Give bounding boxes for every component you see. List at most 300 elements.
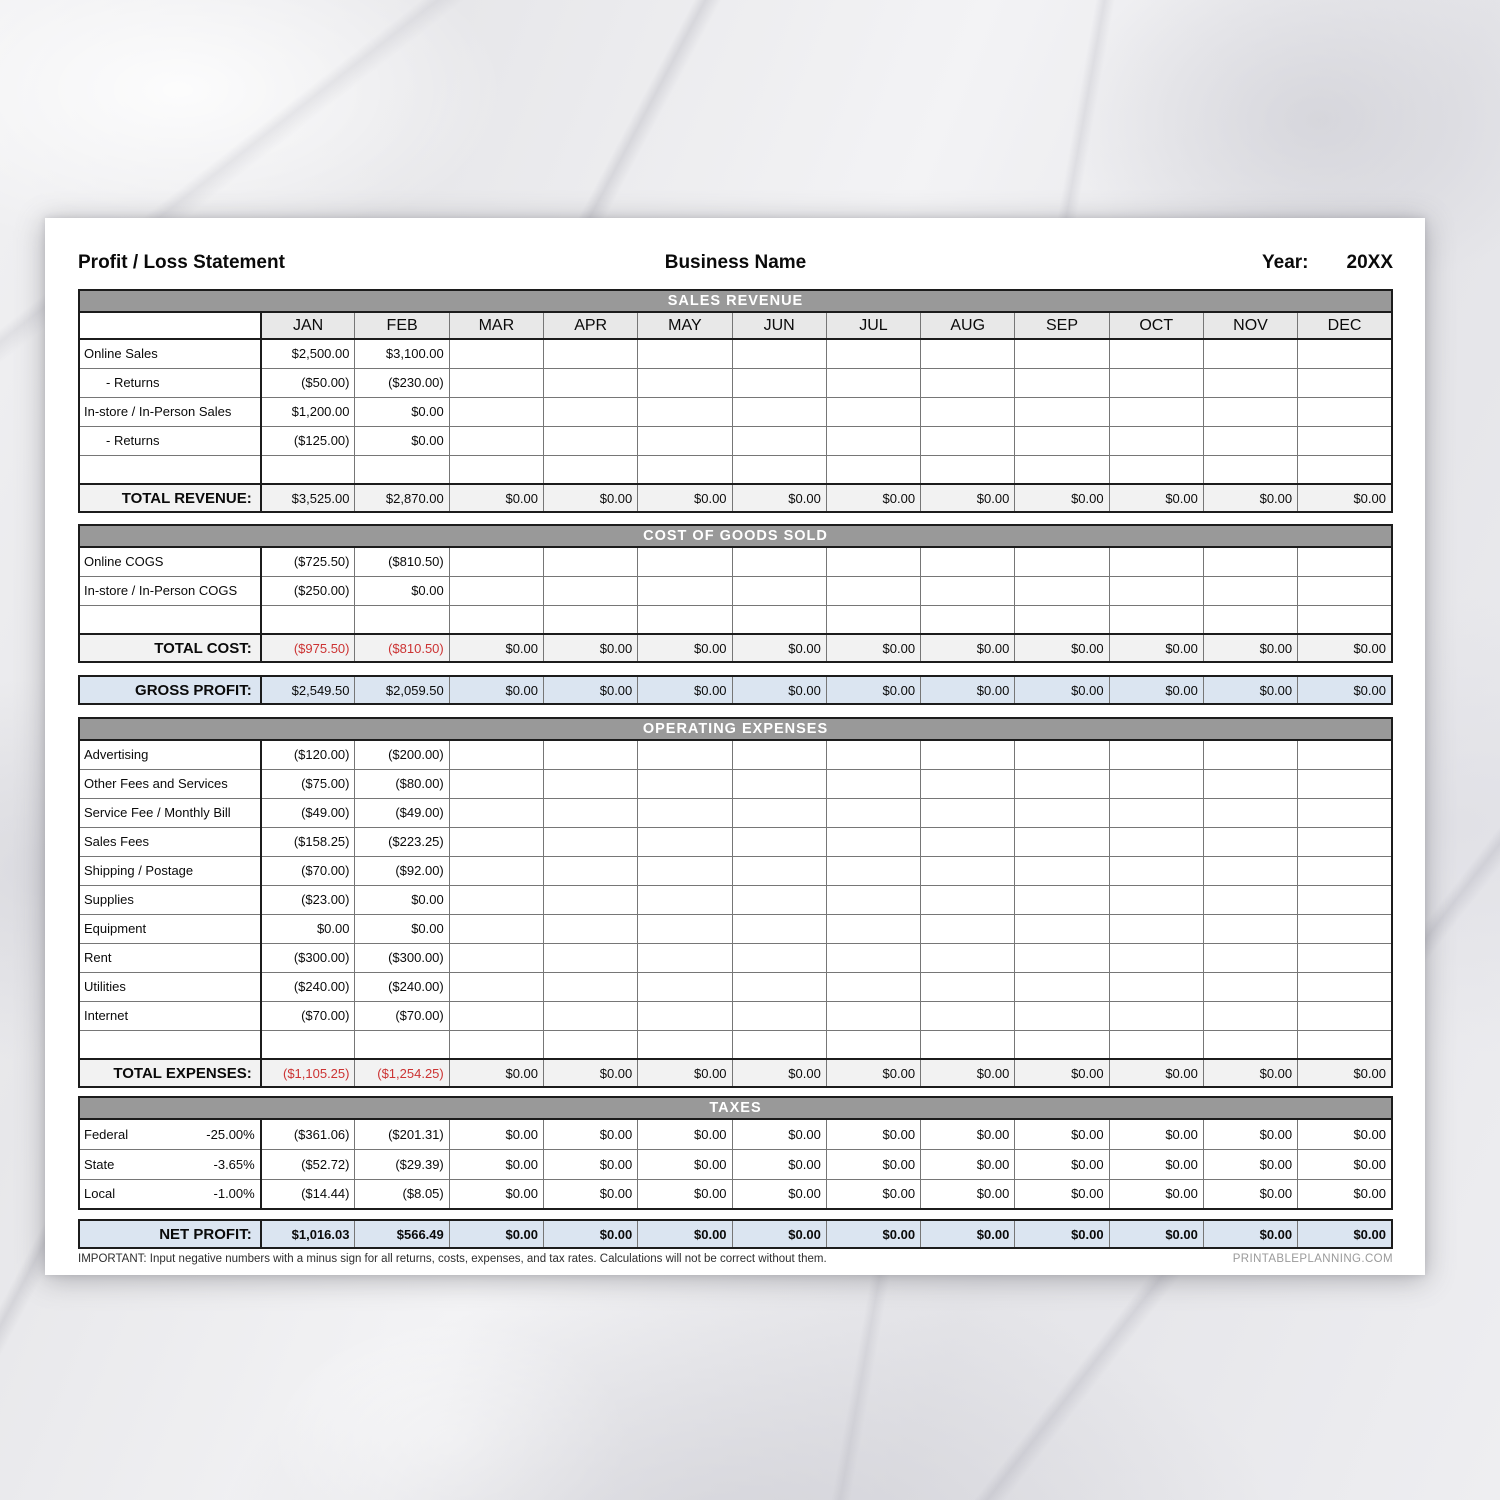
cell-value [826,397,920,426]
total-value: $0.00 [921,1059,1015,1087]
total-value: $0.00 [544,634,638,662]
cell-value [732,576,826,605]
row-label [79,1149,261,1179]
cell-value: $0.00 [449,1149,543,1179]
cell-value: $0.00 [826,1119,920,1149]
cell-value [1015,798,1109,827]
cell-value [826,943,920,972]
cell-value [544,885,638,914]
cell-value: $0.00 [1298,1149,1392,1179]
table-row [79,397,1392,426]
table-row [79,1001,1392,1030]
year-field [806,252,1393,274]
cell-value [732,1001,826,1030]
month-column-header: DEC [1298,312,1392,339]
cell-value: $0.00 [1015,1149,1109,1179]
cell-value [1203,914,1297,943]
total-label: TOTAL COST: [79,634,261,662]
cell-value [449,547,543,576]
cell-value: $0.00 [1203,1179,1297,1209]
cell-value: $0.00 [1015,1119,1109,1149]
cell-value [638,397,732,426]
total-value: $0.00 [826,484,920,512]
summary-value: $0.00 [544,676,638,704]
row-label: Rent [79,943,261,972]
cell-value: ($49.00) [355,798,449,827]
cell-value: $0.00 [1203,1149,1297,1179]
cell-value [1203,740,1297,769]
cell-value [355,455,449,484]
cell-value [638,368,732,397]
block-taxes [78,1096,1393,1210]
cell-value [1298,914,1392,943]
cell-value: $0.00 [544,1179,638,1209]
summary-value: $0.00 [1109,676,1203,704]
table-row [79,827,1392,856]
cell-value [1015,368,1109,397]
total-value: $0.00 [449,1059,543,1087]
cell-value [826,455,920,484]
cell-value [1298,605,1392,634]
cell-value [826,426,920,455]
cell-value [921,914,1015,943]
cell-value [1203,547,1297,576]
cell-value: ($70.00) [261,856,355,885]
cell-value [449,1001,543,1030]
cell-value [732,368,826,397]
cell-value: $0.00 [732,1119,826,1149]
cell-value [732,547,826,576]
year-value: 20XX [1346,252,1393,273]
cell-value [826,885,920,914]
cell-value [638,1030,732,1059]
cell-value: ($300.00) [355,943,449,972]
summary-value: $2,549.50 [261,676,355,704]
block-cogs [78,524,1393,663]
total-value: $0.00 [1203,1059,1297,1087]
cell-value [732,426,826,455]
table-row [79,885,1392,914]
cell-value [1015,605,1109,634]
cell-value [1298,798,1392,827]
cell-value [638,827,732,856]
cell-value [732,914,826,943]
cell-value [1203,769,1297,798]
cell-value [544,798,638,827]
tax-name: State [84,1156,115,1172]
cell-value [544,426,638,455]
table-row [79,740,1392,769]
row-label: In-store / In-Person Sales [79,397,261,426]
cell-value [921,576,1015,605]
table-row [79,1119,1392,1149]
cell-value [921,1001,1015,1030]
cell-value [921,547,1015,576]
cell-value: ($200.00) [355,740,449,769]
cell-value [544,972,638,1001]
summary-value: $566.49 [355,1220,449,1248]
cell-value: $0.00 [355,885,449,914]
cell-value [544,339,638,368]
summary-value: $0.00 [1109,1220,1203,1248]
cell-value [638,455,732,484]
cell-value: $0.00 [921,1179,1015,1209]
cell-value [1015,455,1109,484]
cell-value: ($125.00) [261,426,355,455]
tax-rate: -25.00% [206,1126,255,1142]
row-label: Utilities [79,972,261,1001]
row-label: In-store / In-Person COGS [79,576,261,605]
cell-value: $0.00 [826,1149,920,1179]
cell-value [732,769,826,798]
summary-row [79,1220,1392,1248]
total-value: $0.00 [638,634,732,662]
cell-value [449,885,543,914]
summary-value: $0.00 [544,1220,638,1248]
summary-value: $0.00 [638,676,732,704]
cell-value [1109,885,1203,914]
cell-value [449,798,543,827]
cell-value [449,426,543,455]
cell-value: ($361.06) [261,1119,355,1149]
cell-value [1109,368,1203,397]
document-footer [78,1253,1393,1265]
cell-value [921,972,1015,1001]
cell-value [1298,972,1392,1001]
cell-value [1109,943,1203,972]
cell-value [1203,972,1297,1001]
table-row [79,1179,1392,1209]
tax-label-wrap [84,1127,255,1142]
month-column-header: SEP [1015,312,1109,339]
total-value: $0.00 [732,1059,826,1087]
month-column-header: JUN [732,312,826,339]
cell-value [449,914,543,943]
row-label: - Returns [79,426,261,455]
cell-value [1015,1001,1109,1030]
total-value: $0.00 [1109,1059,1203,1087]
table-row [79,972,1392,1001]
cell-value: $0.00 [1109,1179,1203,1209]
cell-value [544,1030,638,1059]
cell-value [449,827,543,856]
profit-loss-statement [78,289,1393,1249]
cell-value [544,943,638,972]
cell-value [1203,605,1297,634]
cell-value [544,368,638,397]
summary-label: NET PROFIT: [79,1220,261,1248]
cell-value [1109,339,1203,368]
cell-value [1109,1001,1203,1030]
cell-value: $0.00 [544,1119,638,1149]
document-page [45,218,1425,1275]
table-row [79,368,1392,397]
cell-value [1203,339,1297,368]
total-value: $0.00 [1203,634,1297,662]
summary-value: $0.00 [921,676,1015,704]
block-gross_profit [78,675,1393,705]
total-value: $0.00 [544,484,638,512]
total-value: $0.00 [921,634,1015,662]
total-value: $0.00 [449,634,543,662]
cell-value: $0.00 [261,914,355,943]
cell-value [1109,605,1203,634]
summary-value: $0.00 [449,676,543,704]
section-header: SALES REVENUE [79,290,1392,312]
table-row [79,426,1392,455]
total-label: TOTAL REVENUE: [79,484,261,512]
row-label: - Returns [79,368,261,397]
block-operating_expenses [78,717,1393,1088]
cell-value [1015,856,1109,885]
summary-value: $0.00 [449,1220,543,1248]
summary-value: $0.00 [1203,1220,1297,1248]
cell-value [1109,769,1203,798]
cell-value [449,397,543,426]
cell-value [826,1001,920,1030]
section-band-row [79,1097,1392,1119]
cell-value: $0.00 [1203,1119,1297,1149]
row-label: Online Sales [79,339,261,368]
cell-value [1109,798,1203,827]
table-row [79,1030,1392,1059]
cell-value [826,740,920,769]
cell-value [638,769,732,798]
section-header: TAXES [79,1097,1392,1119]
cell-value [732,339,826,368]
month-column-header: OCT [1109,312,1203,339]
cell-value [1203,885,1297,914]
cell-value: $0.00 [638,1179,732,1209]
cell-value [449,769,543,798]
total-value: $0.00 [1298,484,1392,512]
cell-value [1203,368,1297,397]
cell-value [544,605,638,634]
cell-value [1015,885,1109,914]
cell-value [1015,943,1109,972]
cell-value [921,1030,1015,1059]
cell-value: $0.00 [1015,1179,1109,1209]
cell-value: ($80.00) [355,769,449,798]
total-value: $0.00 [1015,634,1109,662]
cell-value: ($75.00) [261,769,355,798]
total-row [79,634,1392,662]
cell-value: ($725.50) [261,547,355,576]
cell-value [449,576,543,605]
row-label: Internet [79,1001,261,1030]
month-column-header: MAY [638,312,732,339]
cell-value [1203,576,1297,605]
row-label: Equipment [79,914,261,943]
total-row [79,1059,1392,1087]
cell-value [1109,455,1203,484]
cell-value [826,547,920,576]
cell-value: ($250.00) [261,576,355,605]
cell-value [1015,827,1109,856]
cell-value [1015,339,1109,368]
summary-value: $0.00 [826,1220,920,1248]
cell-value: $0.00 [921,1119,1015,1149]
cell-value: ($70.00) [261,1001,355,1030]
row-label: Shipping / Postage [79,856,261,885]
cell-value [544,827,638,856]
cell-value [921,827,1015,856]
cell-value [261,605,355,634]
cell-value [638,426,732,455]
total-value: $0.00 [1203,484,1297,512]
total-value: $0.00 [1298,1059,1392,1087]
block-sales_revenue [78,289,1393,513]
cell-value [1298,339,1392,368]
cell-value [826,368,920,397]
cell-value [921,455,1015,484]
cell-value [261,1030,355,1059]
summary-value: $0.00 [921,1220,1015,1248]
total-value: $0.00 [732,484,826,512]
cell-value [638,914,732,943]
cell-value [544,397,638,426]
cell-value [1109,397,1203,426]
table-row [79,769,1392,798]
summary-value: $0.00 [1298,676,1392,704]
cell-value [1203,943,1297,972]
cell-value [1298,426,1392,455]
cell-value: ($52.72) [261,1149,355,1179]
summary-value: $1,016.03 [261,1220,355,1248]
cell-value [1298,576,1392,605]
cell-value: ($120.00) [261,740,355,769]
cell-value [732,885,826,914]
cell-value: $0.00 [355,914,449,943]
cell-value [1203,856,1297,885]
month-column-header: AUG [921,312,1015,339]
month-column-header: JUL [826,312,920,339]
cell-value [826,856,920,885]
summary-value: $0.00 [732,676,826,704]
month-column-header: FEB [355,312,449,339]
cell-value [732,856,826,885]
cell-value [544,1001,638,1030]
cell-value [1298,397,1392,426]
cell-value [1203,426,1297,455]
summary-row [79,676,1392,704]
tax-label-wrap [84,1186,255,1201]
tax-rate: -3.65% [213,1156,255,1172]
cell-value [1109,972,1203,1001]
month-column-header: NOV [1203,312,1297,339]
total-value: ($1,254.25) [355,1059,449,1087]
cell-value [921,769,1015,798]
cell-value [1298,769,1392,798]
cell-value [1015,426,1109,455]
summary-value: $0.00 [1203,676,1297,704]
cell-value [1109,856,1203,885]
cell-value [1109,914,1203,943]
cell-value: ($158.25) [261,827,355,856]
footer-note: IMPORTANT: Input negative numbers with a minus sign for all returns, costs, expenses, and tax rates. Calculations will not be correct without them. [78,1253,827,1265]
total-value: $0.00 [1298,634,1392,662]
table-row [79,856,1392,885]
cell-value [638,740,732,769]
table-row [79,605,1392,634]
cell-value [544,547,638,576]
total-value: $0.00 [544,1059,638,1087]
cell-value [638,576,732,605]
cell-value [1298,547,1392,576]
cell-value [1109,827,1203,856]
cell-value [544,856,638,885]
cell-value [1109,740,1203,769]
cell-value [921,798,1015,827]
cell-value [1015,576,1109,605]
cell-value: $1,200.00 [261,397,355,426]
cell-value [1203,798,1297,827]
cell-value: $3,100.00 [355,339,449,368]
summary-value: $0.00 [638,1220,732,1248]
total-value: ($975.50) [261,634,355,662]
month-column-header: MAR [449,312,543,339]
total-value: $0.00 [638,484,732,512]
section-header: COST OF GOODS SOLD [79,525,1392,547]
cell-value: ($29.39) [355,1149,449,1179]
tax-name: Local [84,1186,116,1202]
month-header-row [79,312,1392,339]
table-row [79,576,1392,605]
cell-value [1109,547,1203,576]
section-band-row [79,525,1392,547]
cell-value [1109,576,1203,605]
cell-value [1015,769,1109,798]
total-value: ($1,105.25) [261,1059,355,1087]
cell-value [1298,455,1392,484]
cell-value [449,740,543,769]
cell-value [449,943,543,972]
cell-value [1298,943,1392,972]
cell-value [826,1030,920,1059]
cell-value [1109,1030,1203,1059]
summary-value: $0.00 [732,1220,826,1248]
cell-value: ($14.44) [261,1179,355,1209]
cell-value: $0.00 [355,426,449,455]
cell-value: $0.00 [1109,1119,1203,1149]
cell-value [355,1030,449,1059]
cell-value [826,827,920,856]
cell-value [732,455,826,484]
cell-value: ($70.00) [355,1001,449,1030]
cell-value [449,856,543,885]
cell-value: ($810.50) [355,547,449,576]
cell-value [732,972,826,1001]
cell-value [449,455,543,484]
total-value: $0.00 [732,634,826,662]
cell-value [1203,1030,1297,1059]
tax-name: Federal [84,1126,129,1142]
row-label: Supplies [79,885,261,914]
cell-value [826,605,920,634]
cell-value [544,769,638,798]
cell-value: ($240.00) [261,972,355,1001]
cell-value [921,740,1015,769]
row-label [79,1119,261,1149]
cell-value [449,1030,543,1059]
cell-value: $0.00 [1298,1119,1392,1149]
cell-value: $0.00 [449,1119,543,1149]
cell-value: ($240.00) [355,972,449,1001]
corner-cell [79,312,261,339]
month-column-header: JAN [261,312,355,339]
total-value: $0.00 [1015,1059,1109,1087]
total-value: $0.00 [826,634,920,662]
